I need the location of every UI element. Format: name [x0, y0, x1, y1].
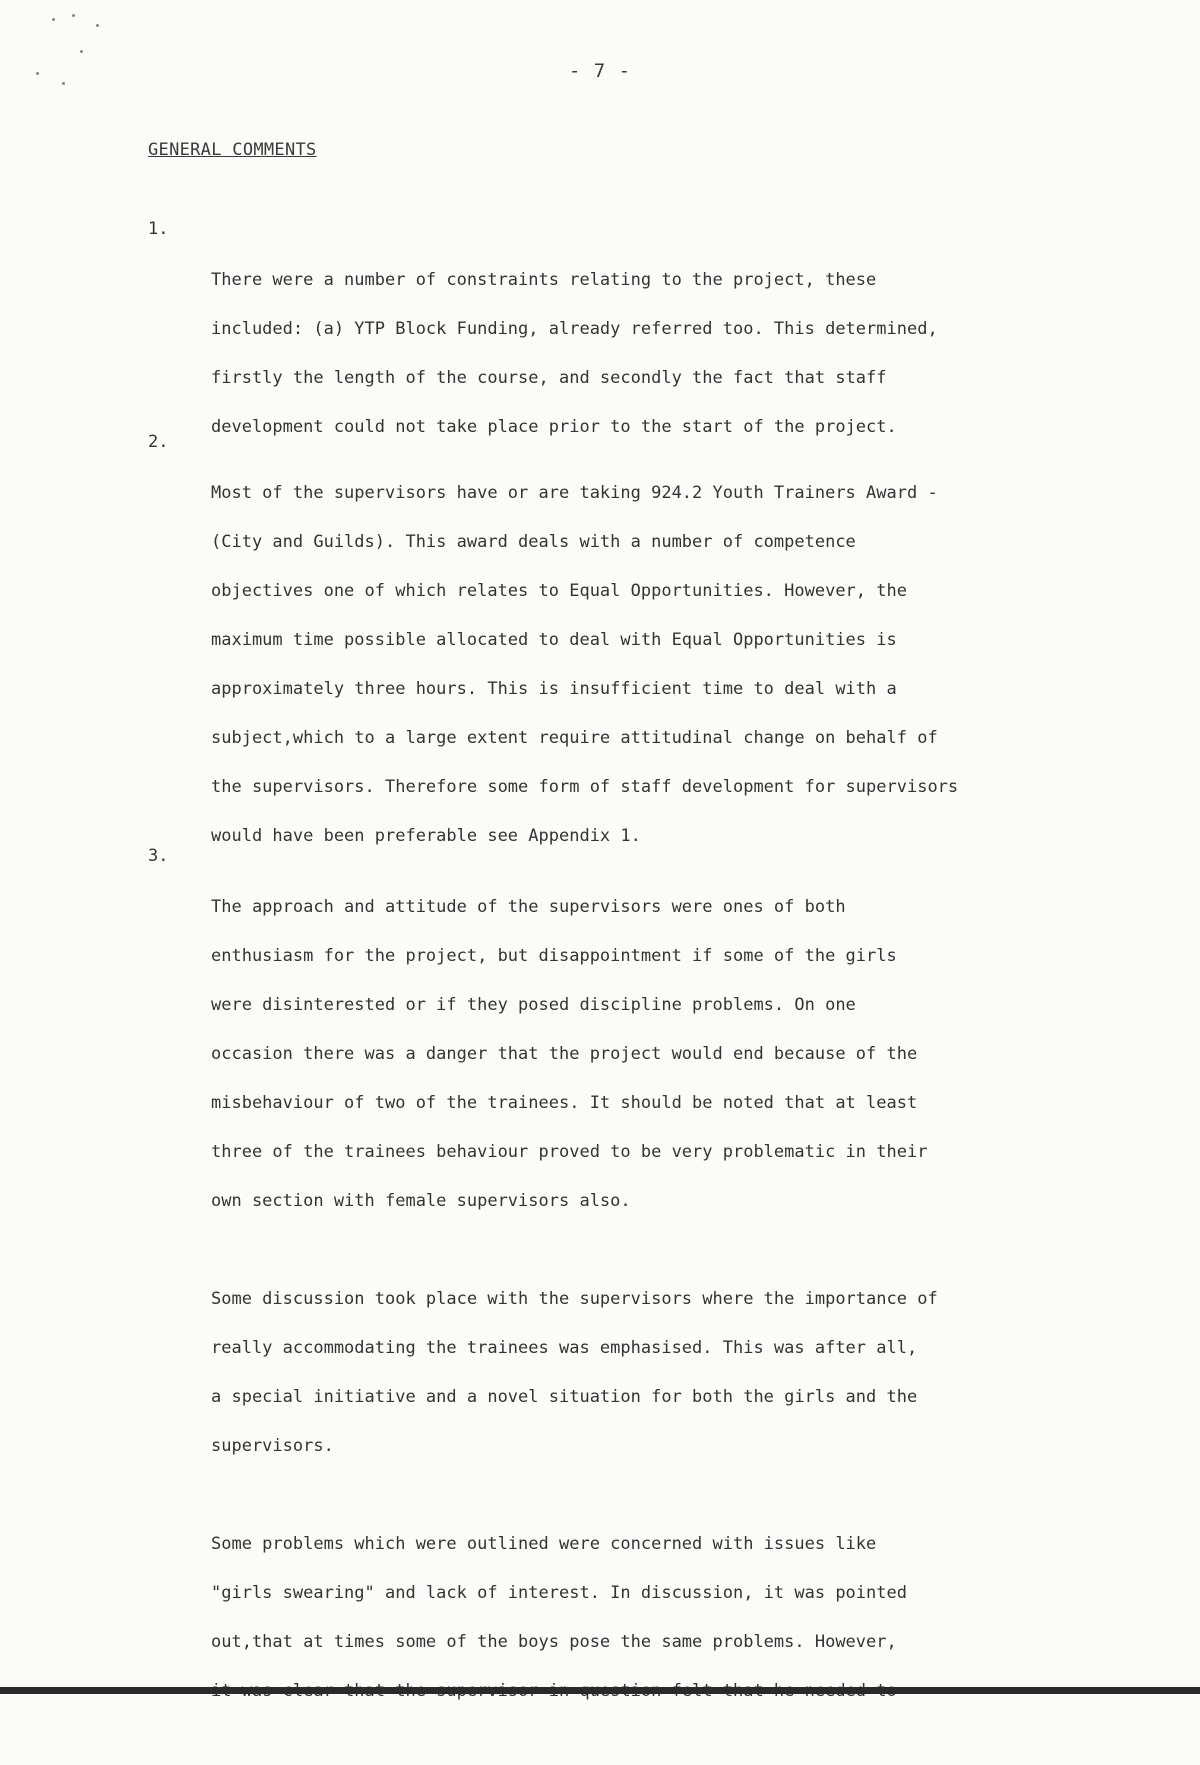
page-number: - 7 - — [568, 60, 632, 82]
paragraph: The approach and attitude of the supervisors were ones of both enthusiasm for the project, but disappointment if some of the girls were disinterested or if they posed discipline problems. On one occasion there was a danger that the project would end because of the misbehaviour of two of the trainees. It should be noted that at least three of the trainees behaviour proved to be very problematic in their own section with female supervisors also. — [211, 897, 928, 1211]
scan-bottom-edge — [0, 1687, 1200, 1694]
paragraph: There were a number of constraints relating to the project, these included: (a) YTP Block Funding, already referred too. This determined, firstly the length of the course, and secondly the fact that staff development could not take place prior to the start of the project. — [211, 270, 938, 437]
item-body — [211, 834, 1131, 1765]
paragraph: Some discussion took place with the supervisors where the importance of really accommodating the trainees was emphasised. This was after all, a special initiative and a novel situation for both the girls and the supervisors. — [211, 1289, 938, 1456]
section-heading: GENERAL COMMENTS — [148, 140, 317, 160]
item-number: 1. — [148, 219, 169, 239]
paragraph: Some problems which were outlined were concerned with issues like "girls swearing" and lack of interest. In discussion, it was pointed out,that at times some of the boys pose the same problems. However, — [211, 1534, 907, 1652]
paragraph: Most of the supervisors have or are taking 924.2 Youth Trainers Award - (City and Guilds). This award deals with a number of competence objectives one of which relates to Equal Opportunities. However, the maximum time possible allocated to deal with Equal Opportunities is approximately three hours. This is insufficient time to deal with a subject,which to a large extent require attitudinal change on behalf of the supervisors. Therefore some form of staff development for supervisors would have been preferable see Appendix 1. — [211, 483, 959, 846]
item-number: 3. — [148, 846, 169, 866]
item-number: 2. — [148, 432, 169, 452]
